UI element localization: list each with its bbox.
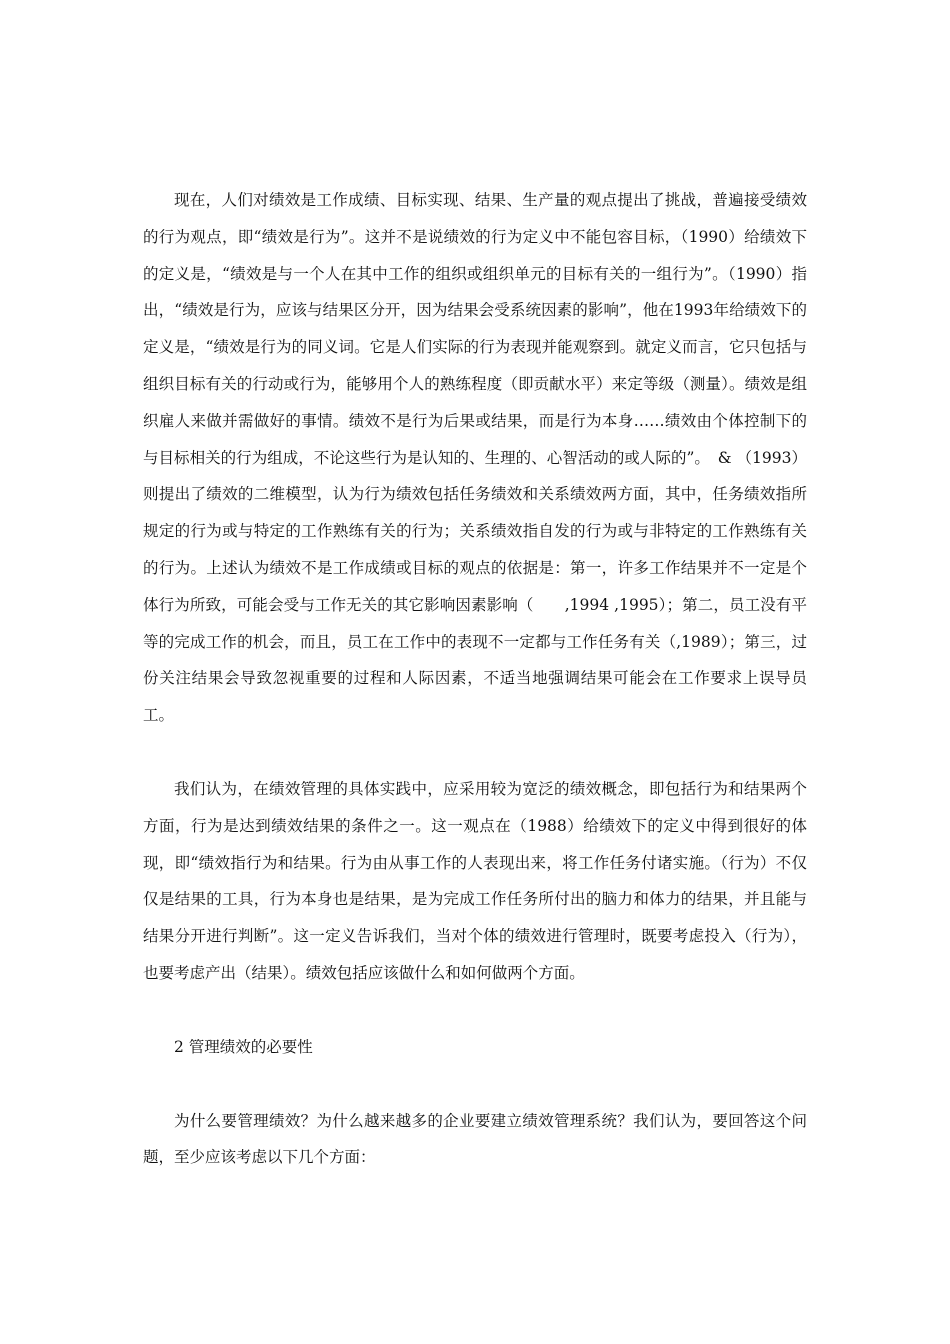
paragraph-necessity-intro: 为什么要管理绩效？为什么越来越多的企业要建立绩效管理系统？我们认为，要回答这个问题，至少应该考虑以下几个方面：	[143, 1111, 807, 1167]
section-heading: 2 管理绩效的必要性	[174, 1037, 313, 1056]
document-body	[143, 182, 807, 1176]
paragraph-broad-performance-concept: 我们认为，在绩效管理的具体实践中，应采用较为宽泛的绩效概念，即包括行为和结果两个方面，行为是达到绩效结果的条件之一。这一观点在（1988）给绩效下的定义中得到很好的体现，即“绩效指行为和结果。行为由从事工作的人表现出来，将工作任务付诸实施。（行为）不仅仅是结果的工具，行为本身也是结果，是为完成工作任务所付出的脑力和体力的结果，并且能与结果分开进行判断”。这一定义告诉我们，当对个体的绩效进行管理时，既要考虑投入（行为），也要考虑产出（结果）。绩效包括应该做什么和如何做两个方面。	[143, 779, 807, 982]
paragraph-performance-definition: 现在，人们对绩效是工作成绩、目标实现、结果、生产量的观点提出了挑战，普遍接受绩效的行为观点，即“绩效是行为”。这并不是说绩效的行为定义中不能包容目标，（1990）给绩效下的定义是，“绩效是与一个人在其中工作的组织或组织单元的目标有关的一组行为”。（1990）指出，“绩效是行为，应该与结果区分开，因为结果会受系统因素的影响”，他在1993年给绩效下的定义是，“绩效是行为的同义词。它是人们实际的行为表现并能观察到。就定义而言，它只包括与组织目标有关的行动或行为，能够用个人的熟练程度（即贡献水平）来定等级（测量）。绩效是组织雇人来做并需做好的事情。绩效不是行为后果或结果，而是行为本身……绩效由个体控制下的与目标相关的行为组成，不论这些行为是认知的、生理的、心智活动的或人际的”。 & （1993）则提出了绩效的二维模型，认为行为绩效包括任务绩效和关系绩效两方面，其中，任务绩效指所规定的行为或与特定的工作熟练有关的行为；关系绩效指自发的行为或与非特定的工作熟练有关的行为。上述认为绩效不是工作成绩或目标的观点的依据是：第一，许多工作结果并不一定是个体行为所致，可能会受与工作无关的其它影响因素影响（ ,1994 ,1995）；第二，员工没有平等的完成工作的机会，而且，员工在工作中的表现不一定都与工作任务有关（,1989）；第三，过份关注结果会导致忽视重要的过程和人际因素，不适当地强调结果可能会在工作要求上误导员工。	[143, 191, 807, 725]
